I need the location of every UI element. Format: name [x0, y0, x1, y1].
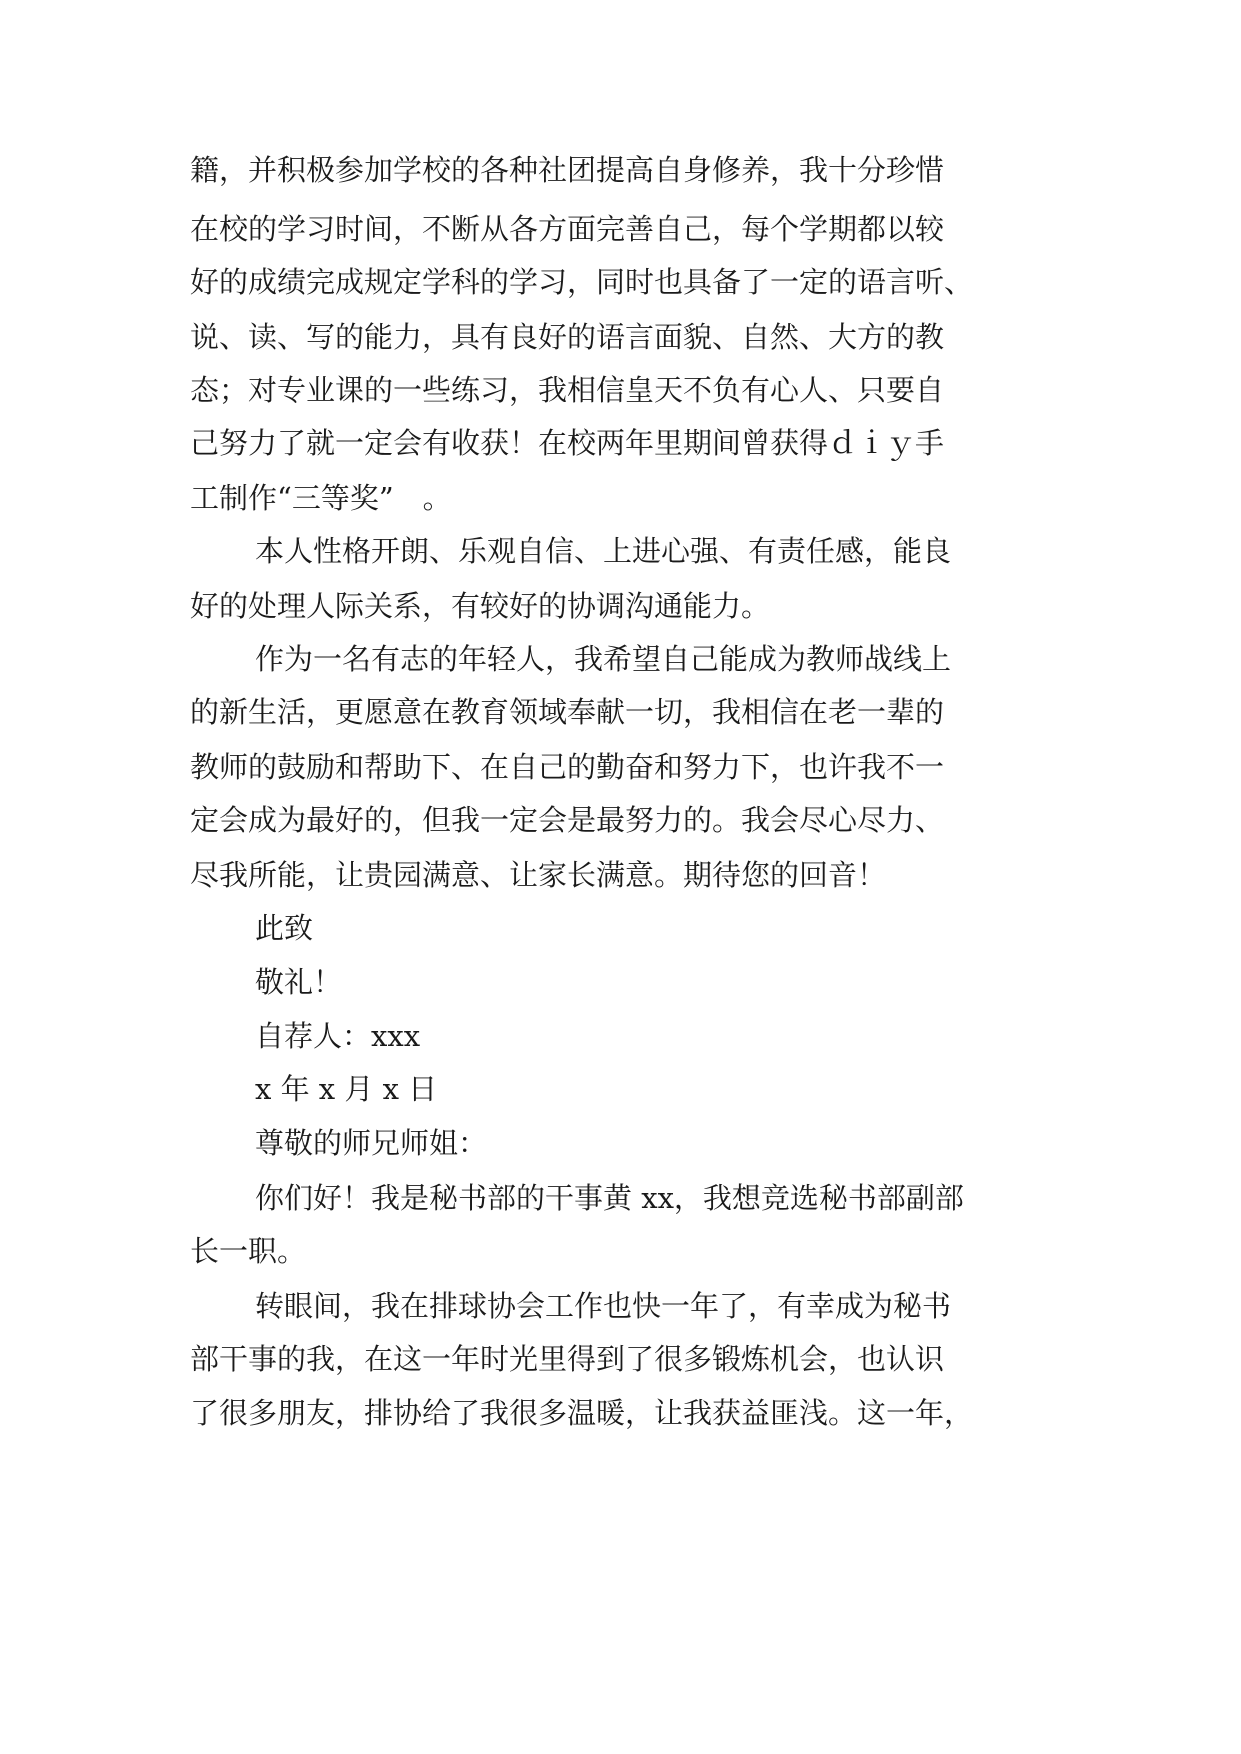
text-line: 了很多朋友，排协给了我很多温暖，让我获益匪浅。这一年，	[190, 1396, 974, 1430]
text-line: 籍，并积极参加学校的各种社团提高自身修养，我十分珍惜	[190, 153, 945, 187]
text-line: 的新生活，更愿意在教育领域奉献一切，我相信在老一辈的	[190, 695, 945, 729]
text-line: 好的处理人际关系，有较好的协调沟通能力。	[190, 589, 771, 623]
text-line: 好的成绩完成规定学科的学习，同时也具备了一定的语言听、	[190, 265, 974, 299]
signature-line: 自荐人：xxx	[255, 1019, 421, 1053]
paragraph-first-line: 作为一名有志的年轻人，我希望自己能成为教师战线上	[255, 642, 952, 676]
greeting-line: 尊敬的师兄师姐：	[255, 1126, 488, 1160]
text-line: 在校的学习时间，不断从各方面完善自己，每个学期都以较	[190, 212, 945, 246]
closing-regards: 敬礼！	[255, 965, 343, 999]
paragraph-first-line: 转眼间，我在排球协会工作也快一年了，有幸成为秘书	[255, 1289, 952, 1323]
text-line: 部干事的我，在这一年时光里得到了很多锻炼机会，也认识	[190, 1342, 945, 1376]
text-line: 说、读、写的能力，具有良好的语言面貌、自然、大方的教	[190, 320, 945, 354]
text-line: 工制作“三等奖” 。	[190, 481, 452, 515]
text-line: 尽我所能，让贵园满意、让家长满意。期待您的回音！	[190, 858, 887, 892]
closing-salutation: 此致	[255, 911, 314, 945]
text-line: 教师的鼓励和帮助下、在自己的勤奋和努力下，也许我不一	[190, 750, 945, 784]
date-line: x 年 x 月 x 日	[255, 1072, 438, 1106]
text-line: 己努力了就一定会有收获！在校两年里期间曾获得ｄｉｙ手	[190, 426, 945, 460]
text-line: 长一职。	[190, 1234, 307, 1268]
text-line: 定会成为最好的，但我一定会是最努力的。我会尽心尽力、	[190, 803, 945, 837]
text-line: 态；对专业课的一些练习，我相信皇天不负有心人、只要自	[190, 373, 945, 407]
paragraph-first-line: 你们好！我是秘书部的干事黄 xx，我想竞选秘书部副部	[255, 1181, 964, 1215]
paragraph-first-line: 本人性格开朗、乐观自信、上进心强、有责任感，能良	[255, 534, 952, 568]
